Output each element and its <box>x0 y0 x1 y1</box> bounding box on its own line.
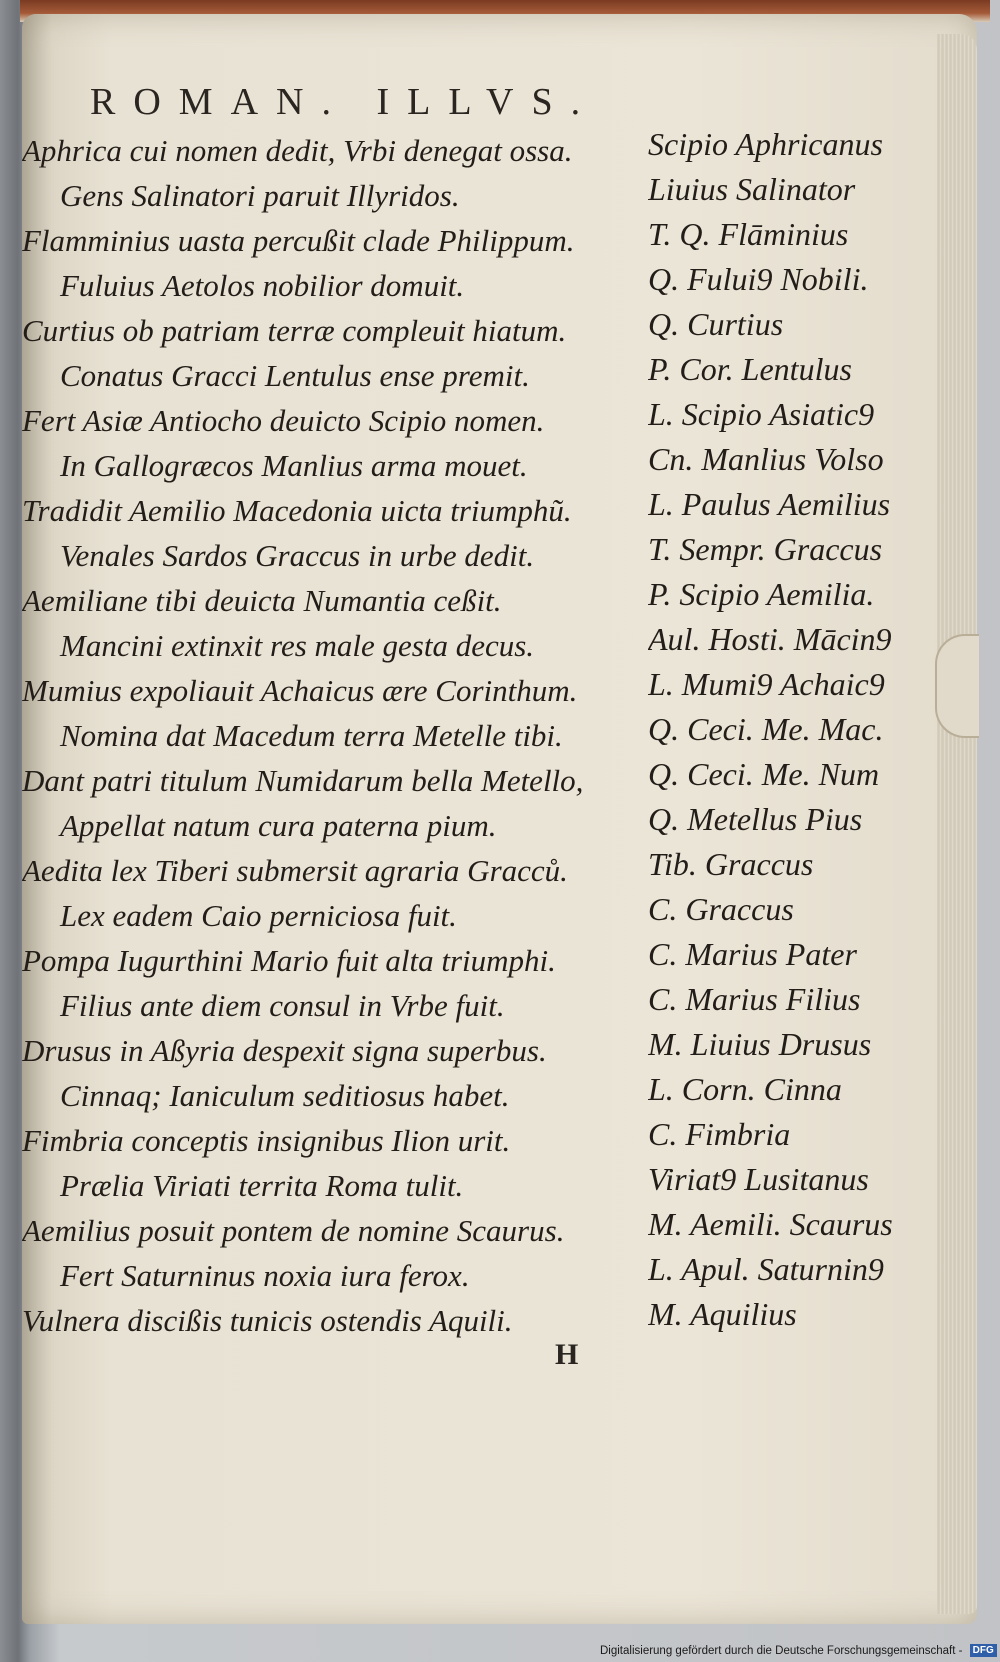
verse-line: Fimbria conceptis insignibus Ilion urit. <box>22 1123 511 1158</box>
verse-line: Drusus in Aßyria despexit signa superbus. <box>22 1033 547 1068</box>
verse-line: Mancini extinxit res male gesta decus. <box>60 628 535 663</box>
verse-line: Fert Saturninus noxia iura ferox. <box>60 1258 470 1293</box>
margin-name: C. Marius Pater <box>648 936 857 972</box>
verse-line: Aphrica cui nomen dedit, Vrbi denegat ossa. <box>22 133 573 168</box>
margin-name: L. Mumi9 Achaic9 <box>648 666 885 702</box>
margin-name: L. Scipio Asiatic9 <box>648 396 875 432</box>
margin-name: P. Scipio Aemilia. <box>648 576 875 612</box>
verse-line: Tradidit Aemilio Macedonia uicta triumphũ. <box>22 493 572 528</box>
verse-line: Vulnera discißis tunicis ostendis Aquili. <box>22 1303 513 1338</box>
verse-line: Nomina dat Macedum terra Metelle tibi. <box>60 718 563 753</box>
signature-mark: H <box>555 1338 579 1371</box>
verse-line: Pompa Iugurthini Mario fuit alta triumphi. <box>22 943 556 978</box>
margin-name: C. Marius Filius <box>648 981 861 1017</box>
margin-name: C. Fimbria <box>648 1116 791 1152</box>
verse-line: Dant patri titulum Numidarum bella Metello, <box>22 763 584 798</box>
margin-name: Q. Metellus Pius <box>648 801 863 837</box>
margin-name: L. Apul. Saturnin9 <box>648 1251 884 1287</box>
verse-line: Fuluius Aetolos nobilior domuit. <box>60 268 465 303</box>
verse-line: Flamminius uasta percußit clade Philippum. <box>22 223 575 258</box>
margin-name: Tib. Graccus <box>648 846 814 882</box>
dfg-logo: DFG <box>970 1644 997 1657</box>
verse-line: Lex eadem Caio perniciosa fuit. <box>60 898 457 933</box>
margin-name: T. Sempr. Graccus <box>648 531 883 567</box>
verse-line: Venales Sardos Graccus in urbe dedit. <box>60 538 535 573</box>
verse-line: Filius ante diem consul in Vrbe fuit. <box>60 988 505 1023</box>
margin-name: L. Paulus Aemilius <box>648 486 891 522</box>
margin-name: Scipio Aphricanus <box>648 126 883 162</box>
verse-line: Conatus Gracci Lentulus ense premit. <box>60 358 530 393</box>
margin-name: Q. Ceci. Me. Mac. <box>648 711 884 747</box>
verse-column <box>22 128 642 1343</box>
verse-line: In Gallogræcos Manlius arma mouet. <box>60 448 528 483</box>
margin-name: Cn. Manlius Volso <box>648 441 884 477</box>
verse-line: Aemilius posuit pontem de nomine Scaurus. <box>22 1213 565 1248</box>
name-column <box>648 122 938 1337</box>
margin-name: Q. Curtius <box>648 306 784 342</box>
margin-name: T. Q. Flāminius <box>648 216 849 252</box>
verse-line: Curtius ob patriam terræ compleuit hiatum. <box>22 313 567 348</box>
running-title: ROMAN. ILLVS. <box>90 81 599 123</box>
margin-name: C. Graccus <box>648 891 794 927</box>
verse-line: Cinnaq; Ianiculum seditiosus habet. <box>60 1078 510 1113</box>
verse-line: Mumius expoliauit Achaicus ære Corinthum. <box>22 673 578 708</box>
margin-name: Q. Ceci. Me. Num <box>648 756 880 792</box>
margin-name: P. Cor. Lentulus <box>648 351 852 387</box>
margin-name: Liuius Salinator <box>648 171 856 207</box>
margin-name: Aul. Hosti. Mācin9 <box>648 621 892 657</box>
verse-line: Fert Asiæ Antiocho deuicto Scipio nomen. <box>22 403 545 438</box>
verse-line: Aedita lex Tiberi submersit agraria Gracců. <box>22 853 568 888</box>
verse-line: Gens Salinatori paruit Illyridos. <box>60 178 460 213</box>
margin-name: L. Corn. Cinna <box>648 1071 842 1107</box>
page-fore-edge <box>937 34 977 1614</box>
margin-name: M. Aquilius <box>648 1296 797 1332</box>
verse-line: Aemiliane tibi deuicta Numantia ceßit. <box>22 583 502 618</box>
margin-name: Viriat9 Lusitanus <box>648 1161 869 1197</box>
page-tab <box>935 634 979 738</box>
verse-line: Appellat natum cura paterna pium. <box>60 808 497 843</box>
footer-credit <box>600 1642 996 1660</box>
footer-text: Digitalisierung gefördert durch die Deutsche Forschungsgemeinschaft - <box>600 1645 963 1657</box>
verse-line: Prælia Viriati territa Roma tulit. <box>60 1168 464 1203</box>
margin-name: M. Aemili. Scaurus <box>648 1206 893 1242</box>
margin-name: Q. Fului9 Nobili. <box>648 261 869 297</box>
margin-name: M. Liuius Drusus <box>648 1026 872 1062</box>
